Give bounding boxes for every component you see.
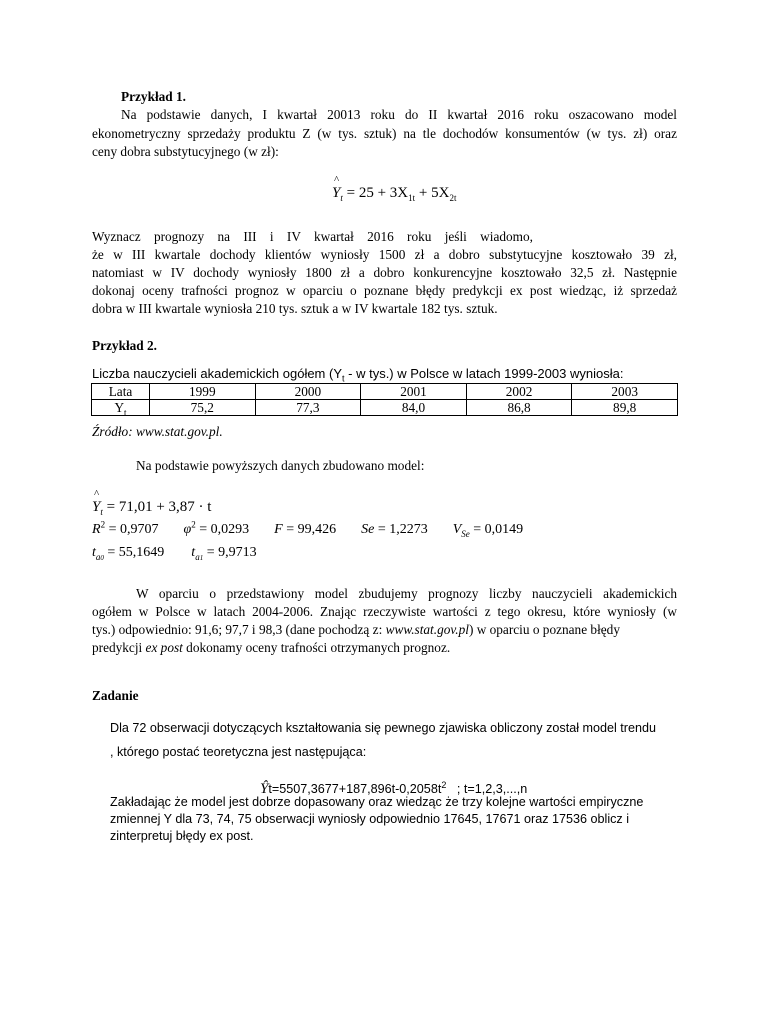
hat-symbol: ^	[334, 174, 340, 186]
task-formula	[253, 769, 527, 797]
table-row-label	[92, 400, 150, 416]
task-heading: Zadanie	[92, 688, 139, 703]
ex1-paragraph-line: ekonometryczny sprzedaży produktu Z (w tys. sztuk) na tle dochodów konsumentów (w tys. zł) oraz	[92, 126, 677, 141]
formula-lhs: Y	[332, 185, 341, 201]
eq-lhs: Y	[92, 499, 101, 515]
formula-term-1: = 25 + 3X	[346, 185, 409, 201]
formula-sub-2: 2t	[449, 193, 457, 203]
formula-term-2: + 5X	[418, 185, 450, 201]
ex1-task-line: Wyznacz prognozy na III i IV kwartał 2016 roku jeśli wiadomo,	[92, 229, 533, 244]
p3-text-a: tys.) odpowiednio: 91,6; 97,7 i 98,3 (dane pochodzą z:	[92, 622, 386, 637]
table-header-cell: 2001	[361, 384, 467, 400]
row-label-text: Y	[114, 400, 125, 415]
y-hat: Ŷ	[260, 780, 269, 797]
p4-text-b: dokonamy oceny trafności otrzymanych prognoz.	[182, 640, 451, 655]
task-body-line: Zakładając że model jest dobrze dopasowany oraz wiedząc że trzy kolejne wartości empiryczne	[110, 795, 644, 809]
task-formula-sup: 2	[441, 779, 447, 790]
source-link[interactable]: www.stat.gov.pl	[385, 622, 469, 637]
se-value: = 1,2273	[377, 522, 428, 537]
table-row	[92, 400, 678, 416]
task-formula-main: t=5507,3677+187,896t-0,2058t	[268, 781, 442, 796]
ex1-task-line: dobra w III kwartale wyniosła 210 tys. sztuk a w IV kwartale 182 tys. sztuk.	[92, 301, 498, 316]
ex2-paragraph-line: ogółem w Polsce w latach 2004-2006. Znając rzeczywiste wartości z tego okresu, które wyniosły (w	[92, 604, 677, 619]
p4-text-a: predykcji	[92, 640, 146, 655]
task-body-line: zinterpretuj błędy ex post.	[110, 829, 254, 843]
task-formula-tail: ; t=1,2,3,...,n	[446, 781, 528, 796]
ex1-paragraph-line: ceny dobra substytucyjnego (w zł):	[92, 144, 279, 159]
intro-text-a: Liczba nauczycieli akademickich ogółem (Y	[92, 366, 343, 381]
table-cell: 89,8	[572, 400, 678, 416]
t0-value: = 55,1649	[107, 545, 165, 560]
row-label-sub: t	[124, 407, 127, 418]
phi-label: φ	[183, 522, 192, 537]
t1-value: = 9,9713	[206, 545, 257, 560]
se-label: Se	[361, 522, 375, 537]
ex2-paragraph-line: W oparciu o przedstawiony model zbudujemy prognozy liczby nauczycieli akademickich	[136, 586, 677, 601]
task-line-2: , którego postać teoretyczna jest następująca:	[110, 745, 367, 759]
example-1-heading: Przykład 1.	[121, 89, 187, 104]
task-body-line: zmiennej Y dla 73, 74, 75 obserwacji wyniosły odpowiednio 17645, 17671 oraz 17536 oblicz i	[110, 812, 630, 826]
p3-text-b: ) w oparciu o poznane błędy	[468, 622, 620, 637]
eq-rhs: = 71,01 + 3,87 · t	[106, 499, 212, 515]
table-cell: 77,3	[255, 400, 361, 416]
t-statistics	[92, 546, 257, 560]
v-value: = 0,0149	[473, 522, 524, 537]
r2-value: = 0,9707	[108, 522, 159, 537]
phi-sup: 2	[191, 519, 196, 530]
t1-sub	[195, 552, 203, 562]
p4-italic: ex post	[145, 640, 183, 655]
t0-sub	[96, 552, 104, 562]
table-header-cell: 2003	[572, 384, 678, 400]
t0-label: t	[92, 545, 96, 560]
r2-sup: 2	[100, 519, 106, 530]
f-value: = 99,426	[286, 522, 337, 537]
table-header-cell: 2000	[255, 384, 361, 400]
model-equation	[92, 488, 212, 517]
table-cell: 75,2	[150, 400, 256, 416]
t1-subsub: 1	[199, 553, 204, 562]
ex2-paragraph-line-3	[92, 623, 677, 636]
ex2-paragraph-line-4	[92, 641, 450, 654]
task-line-1: Dla 72 obserwacji dotyczących kształtowania się pewnego zjawiska obliczony został model trendu	[110, 721, 657, 735]
teachers-data-table	[91, 383, 678, 416]
model-statistics	[92, 519, 524, 539]
ex1-paragraph-line: Na podstawie danych, I kwartał 20013 roku do II kwartał 2016 roku oszacowano model	[121, 107, 677, 122]
f-label: F	[274, 522, 283, 537]
eq-lhs-sub: t	[100, 507, 103, 517]
table-header-row	[92, 384, 678, 400]
hat-symbol: ^	[94, 488, 100, 500]
r2-label: R	[92, 522, 101, 537]
model-intro: Na podstawie powyższych danych zbudowano model:	[136, 458, 425, 473]
table-header-cell: 2002	[466, 384, 572, 400]
formula-lhs-sub: t	[340, 193, 343, 203]
ex1-task-line: że w III kwartale dochody klientów wyniosły 1500 zł a dobro substytucyjne kosztowało 39 zł,	[92, 247, 677, 262]
ex1-task-line: natomiast w IV dochody wyniosły 1800 zł a dobro konkurencyjne kosztowało 32,5 zł. Następnie	[92, 265, 677, 280]
ex1-task-line: dokonaj oceny trafności prognoz w oparciu o poznane błędy predykcji ex post wiedząc, iż sprzedaż	[92, 283, 677, 298]
table-cell: 86,8	[466, 400, 572, 416]
t1-label: t	[191, 545, 196, 560]
intro-sub: t	[342, 373, 345, 384]
intro-text-b: - w tys.) w Polsce w latach 1999-2003 wyniosła:	[344, 366, 624, 381]
phi-value: = 0,0293	[199, 522, 250, 537]
ex2-intro	[92, 366, 624, 384]
table-header-cell: Lata	[92, 384, 150, 400]
formula-sub-1: 1t	[408, 193, 416, 203]
table-header-cell: 1999	[150, 384, 256, 400]
example-2-heading: Przykład 2.	[92, 338, 158, 353]
source-note: Źródło: www.stat.gov.pl.	[92, 424, 223, 439]
v-sub: Se	[461, 528, 470, 539]
t0-subsub: 0	[100, 553, 104, 562]
v-label: V	[452, 522, 462, 537]
ex1-model-formula	[332, 174, 457, 203]
table-cell: 84,0	[361, 400, 467, 416]
t0-sub-a: a	[95, 551, 101, 562]
t1-sub-a: a	[195, 551, 200, 562]
